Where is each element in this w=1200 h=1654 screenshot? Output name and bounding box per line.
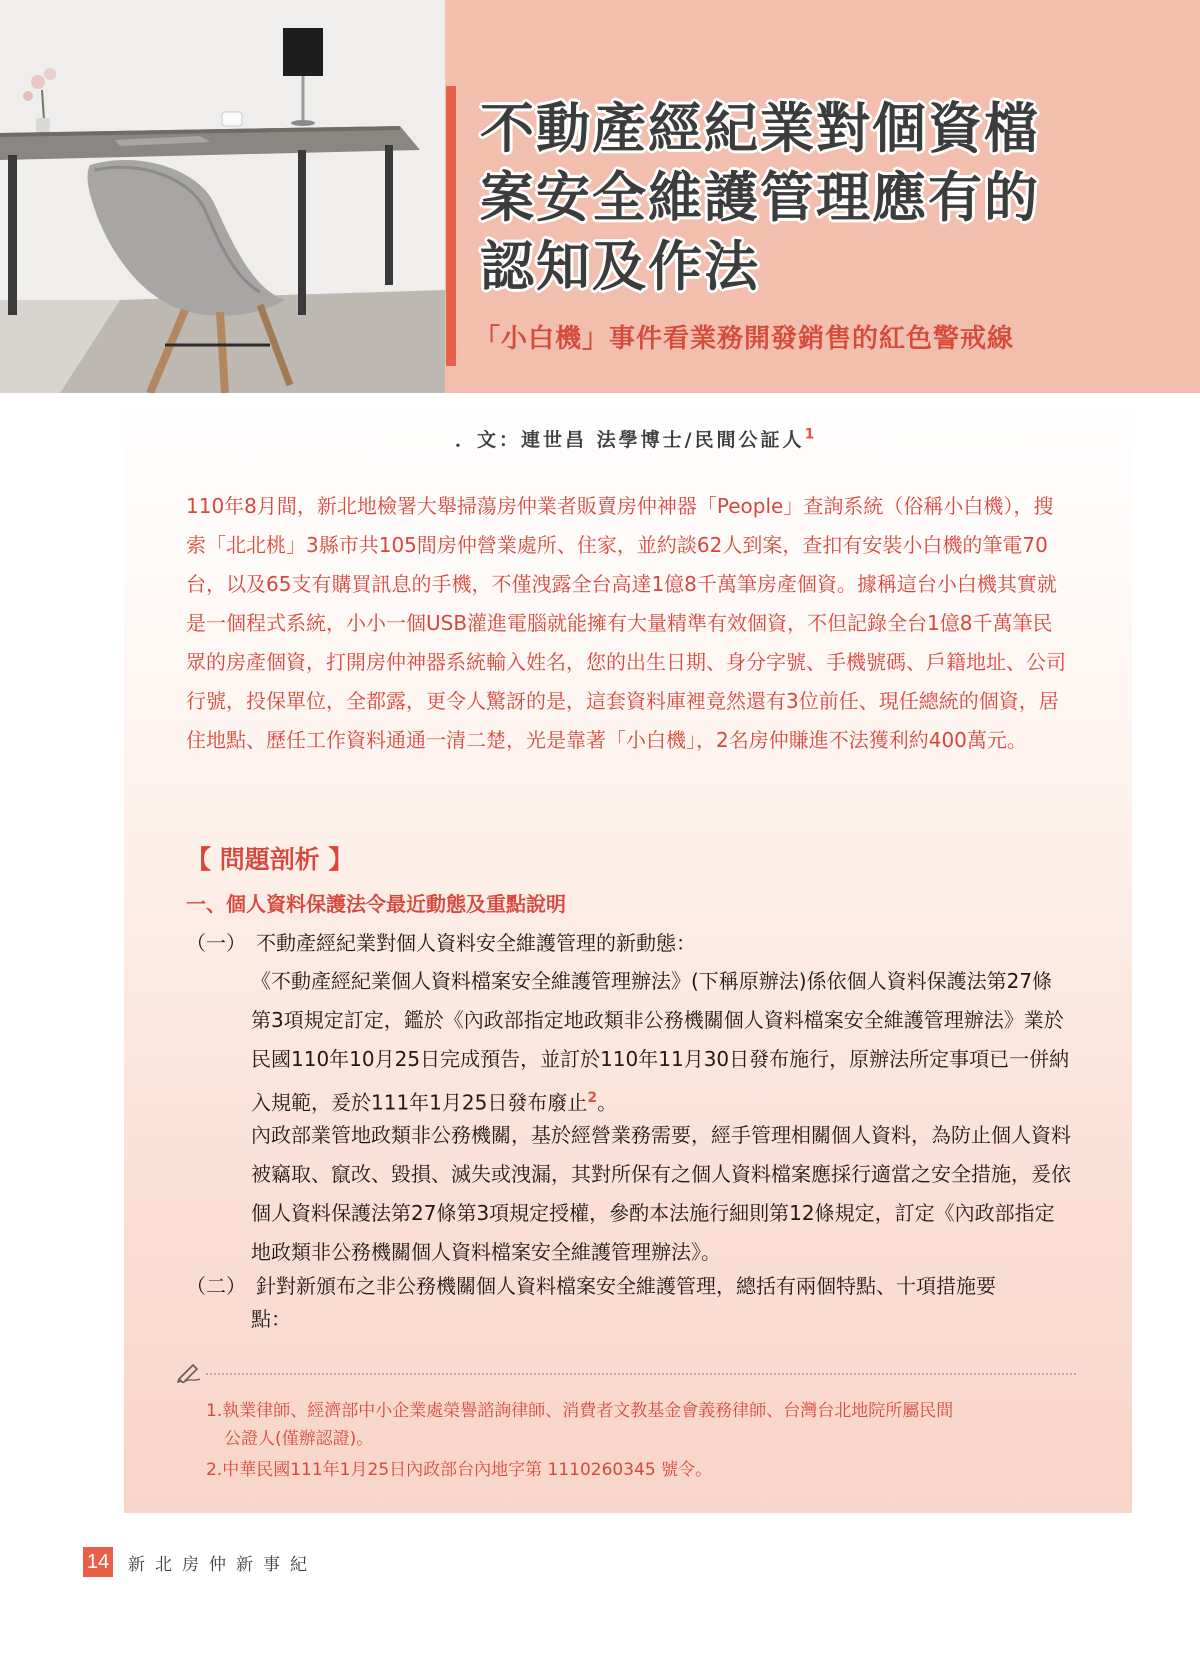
- title-line-2: 案安全維護管理應有的: [480, 166, 1040, 229]
- intro-paragraph: 110年8月間，新北地檢署大舉掃蕩房仲業者販賣房仲神器「People」查詢系統（俗稱小白機），搜索「北北桃」3縣市共105間房仲營業處所、住家，並約談62人到案，查扣有安裝小白機的筆電70台，以及65支有購買訊息的手機，不僅洩露全台高達1億8千萬筆房產個資。據稱這台小白機其實就是一個程式系統，小小一個USB灌進電腦就能擁有大量精準有效個資，不但記錄全台1億8千萬筆民眾的房產個資，打開房仲神器系統輸入姓名，您的出生日期、身分字號、手機號碼、戶籍地址、公司行號，投保單位，全都露，更令人驚訝的是，這套資料庫裡竟然還有3位前任、現任總統的個資，居住地點、歷任工作資料通通一清二楚，光是靠著「小白機」，2名房仲賺進不法獲利約400萬元。: [186, 494, 1066, 752]
- footnote-1: [206, 1397, 1086, 1453]
- footnote-2-number: 2.: [206, 1460, 223, 1480]
- title-line-1: 不動產經紀業對個資檔: [480, 97, 1040, 160]
- article-subtitle: 「小白機」事件看業務開發銷售的紅色警戒線: [474, 324, 1015, 354]
- footnote-1-text: 執業律師、經濟部中小企業處榮譽諮詢律師、消費者文教基金會義務律師、台灣台北地院所屬民間: [222, 1401, 954, 1421]
- footnote-1-number: 1.: [206, 1401, 223, 1421]
- byline-footnote-ref[interactable]: 1: [804, 426, 818, 443]
- item-2-heading: [186, 1270, 996, 1299]
- section-heading: 【 問題剖析 】: [186, 845, 354, 874]
- item-1-paragraph-2: 內政部業管地政類非公務機關，基於經營業務需要，經手管理相關個人資料，為防止個人資料被竊取、竄改、毀損、滅失或洩漏，其對所保有之個人資料檔案應採行適當之安全措施，爰依個人資料保護法第27條第3項規定授權，參酌本法施行細則第12條規定，訂定《內政部指定地政類非公務機關個人資料檔案安全維護管理辦法》。: [251, 1123, 1071, 1264]
- header-photo: [0, 0, 445, 393]
- dotted-line: [206, 1373, 1076, 1375]
- magazine-name: 新北房仲新事紀: [128, 1555, 317, 1575]
- footnote-divider: [176, 1365, 1078, 1385]
- sub-heading: 一、個人資料保護法令最近動態及重點說明: [186, 892, 566, 916]
- item-1-label: （一）: [186, 931, 246, 955]
- footnote-ref-2[interactable]: 2: [587, 1090, 598, 1106]
- byline: [455, 425, 817, 452]
- desk-chair-photo: [0, 0, 445, 393]
- item-2-text-line-2: 點：: [251, 1307, 291, 1331]
- footnote-2: [206, 1456, 1086, 1484]
- title-line-3: 認知及作法: [480, 235, 760, 298]
- item-1-paragraph-1-text: 《不動產經紀業個人資料檔案安全維護管理辦法》(下稱原辦法)係依個人資料保護法第27條第3項規定訂定，鑑於《內政部指定地政類非公務機關個人資料檔案安全維護管理辦法》業於民國110年10月25日完成預告，並訂於110年11月30日發布施行，原辦法所定事項已一併納入規範，爰於111年1月25日發布廢止: [251, 969, 1070, 1115]
- pen-icon: [176, 1361, 202, 1383]
- footnote-2-text: 中華民國111年1月25日內政部台內地字第 1110260345 號令。: [222, 1460, 713, 1480]
- item-2-text-line-1: 針對新頒布之非公務機關個人資料檔案安全維護管理，總括有兩個特點、十項措施要: [256, 1274, 996, 1298]
- item-1-paragraph-1-end: 。: [597, 1090, 618, 1115]
- page-number: 14: [83, 1547, 113, 1577]
- article-title: [480, 94, 1080, 301]
- footnote-1-text-line-2: 公證人(僅辦認證)。: [224, 1429, 374, 1449]
- item-2-label: （二）: [186, 1274, 246, 1298]
- item-1-title: 不動產經紀業對個人資料安全維護管理的新動態：: [256, 931, 696, 955]
- item-1-heading: [186, 927, 696, 956]
- item-1-paragraph-1: [251, 962, 1071, 1123]
- byline-text: ．文：連世昌 法學博士/民間公証人: [455, 429, 805, 451]
- title-accent-bar: [446, 86, 456, 366]
